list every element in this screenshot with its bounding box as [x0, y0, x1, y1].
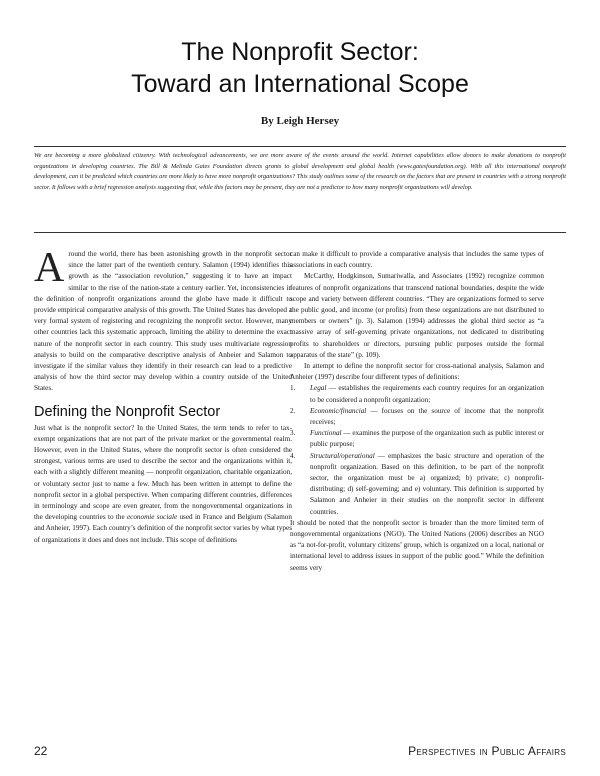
definition-term: Legal	[310, 384, 327, 393]
definition-text: — examines the purpose of the organization such as public interest or public purpose;	[310, 429, 544, 449]
author-byline: By Leigh Hersey	[260, 115, 340, 127]
definition-number: 3.	[290, 429, 296, 438]
paragraph-1: can make it difficult to provide a comparative analysis that includes the same types of associations in each country.	[290, 250, 544, 270]
definition-number: 1.	[290, 384, 296, 393]
definition-number: 2.	[290, 406, 296, 415]
definition-item	[290, 383, 544, 405]
paragraph-2: McCarthy, Hodgkinson, Sumariwalla, and Associates (1992) recognize common features of nonprofit organizations that transcend national boundaries, despite the wide scope and variety between different countries. “They are organizations formed to serve the public good, and income (or profits) from these organizations are not distributed to members or owners” (p. 3). Salamon (1994) addresses the global third sector as “a massive array of self-governing private organizations, not dedicated to distributing profits to shareholders or directors, pursuing public purposes outside the formal apparatus of the state” (p. 109).	[290, 272, 544, 359]
definition-text: — focuses on the source of income that the nonprofit receives;	[310, 406, 544, 427]
definition-item	[290, 451, 544, 518]
right-column	[290, 249, 544, 574]
page-number: 22	[34, 744, 48, 758]
title-line-1: The Nonprofit Sector:	[181, 38, 419, 66]
paragraph-3: In attempt to define the nonprofit sector for cross-national analysis, Salamon and Anheier (1997) describe four different types of definitions:	[290, 362, 544, 382]
body-italic-term: economie sociale	[126, 513, 178, 522]
definition-text: — emphasizes the basic structure and operation of the nonprofit organization. Based on this definition, to be part of the nonprofit sector, the organization must be a) organized; b) private; c) nonprofit-distributing; d) self-governing; and e) voluntary. This definition is supported by Salamon and Anheier in their studies on the nonprofit sector in different countries.	[310, 451, 544, 516]
title-line-2: Toward an International Scope	[131, 70, 469, 98]
definition-term: Functional	[310, 429, 342, 438]
body-text-2: used in France and Belgium (Salamon and Anheier, 1997). Each country’s definition of the nonprofit sector varies by what types of organizations it does and does not include. This scope of definitions	[34, 513, 292, 544]
definition-item	[290, 406, 544, 428]
article-title	[0, 36, 600, 100]
body-text-1: Just what is the nonprofit sector? In the United States, the term tends to refer to tax-exempt organizations that are not part of the private market or the governmental realm. However, even in the United States, where the nonprofit sector is often considered the strongest, various terms are used to describe the sector and the organizations within it, each with a slightly different meaning — nonprofit organization, charitable organization, or voluntary sector just to name a few. Much has been written in attempt to define the nonprofit sector in a global perspective. When comparing different countries, differences in terminology and scope are even greater, from the nongovernmental organizations in the developing countries to the	[34, 423, 292, 522]
definition-term: Structural/operational	[310, 451, 375, 460]
definition-term: Economic/financial	[310, 406, 367, 415]
abstract-bottom-rule	[34, 232, 566, 233]
definition-text: — establishes the requirements each country requires for an organization to be considered a nonprofit organization;	[310, 384, 544, 404]
left-column	[34, 245, 292, 546]
body-paragraph	[34, 423, 292, 546]
section-heading: Defining the Nonprofit Sector	[34, 403, 221, 420]
definitions-list	[290, 383, 544, 517]
paragraph-4: It should be noted that the nonprofit sector is broader than the more limited term of nongovernmental organizations (NGO). The United Nations (2006) describes an NGO as “a not-for-profit, voluntary citizens’ group, which is organized on a local, national or international level to address issues in support of the public good.” While the definition seems very	[290, 518, 544, 572]
definition-item	[290, 428, 544, 450]
journal-name: Perspectives in Public Affairs	[408, 744, 566, 758]
abstract-text: We are becoming a more globalized citizenry. With technological advancements, we are more aware of the events around the world. Internet capabilities allow donors to make donations to nonprofit organizations in developing countries. The Bill & Melinda Gates Foundation directs grants to global development and global health (www.gatesfoundation.org). With all this international nonprofit development, can it be predicted which countries are more likely to have more nonprofit organizations? This study outlines some of the research on the factors that are present in countries with a strong nonprofit sector. It follows with a brief regression analysis suggesting that, while this factors may be present, they are not a predictor to how many nonprofit organizations will develop.	[34, 152, 566, 191]
definition-number: 4.	[290, 451, 296, 460]
intro-paragraph	[34, 245, 292, 395]
intro-text: round the world, there has been astonishing growth in the nonprofit sector since the latter part of the twentieth century. Salamon (1994) identifies this growth as the “association revolution,” suggesting it to have an impact similar to the rise of the nation-state a century earlier. Yet, inconsistencies in the definition of nonprofit organizations around the globe have made it difficult to provide empirical comparative analysis of this growth. The United States has developed a very formal system of registering and recognizing the nonprofit sector. However, many other countries lack this systematic approach, limiting the ability to determine the exact nature of the nonprofit sector in each country. This study uses multivariate regression analysis to build on the comparative descriptive analysis of Anheier and Salamon to investigate if the similar values they identify in their research can lead to a predictive analysis of how the third sector may develop within a country outside of the United States.	[34, 250, 292, 393]
drop-cap: A	[34, 245, 65, 291]
abstract-top-rule	[34, 146, 566, 147]
